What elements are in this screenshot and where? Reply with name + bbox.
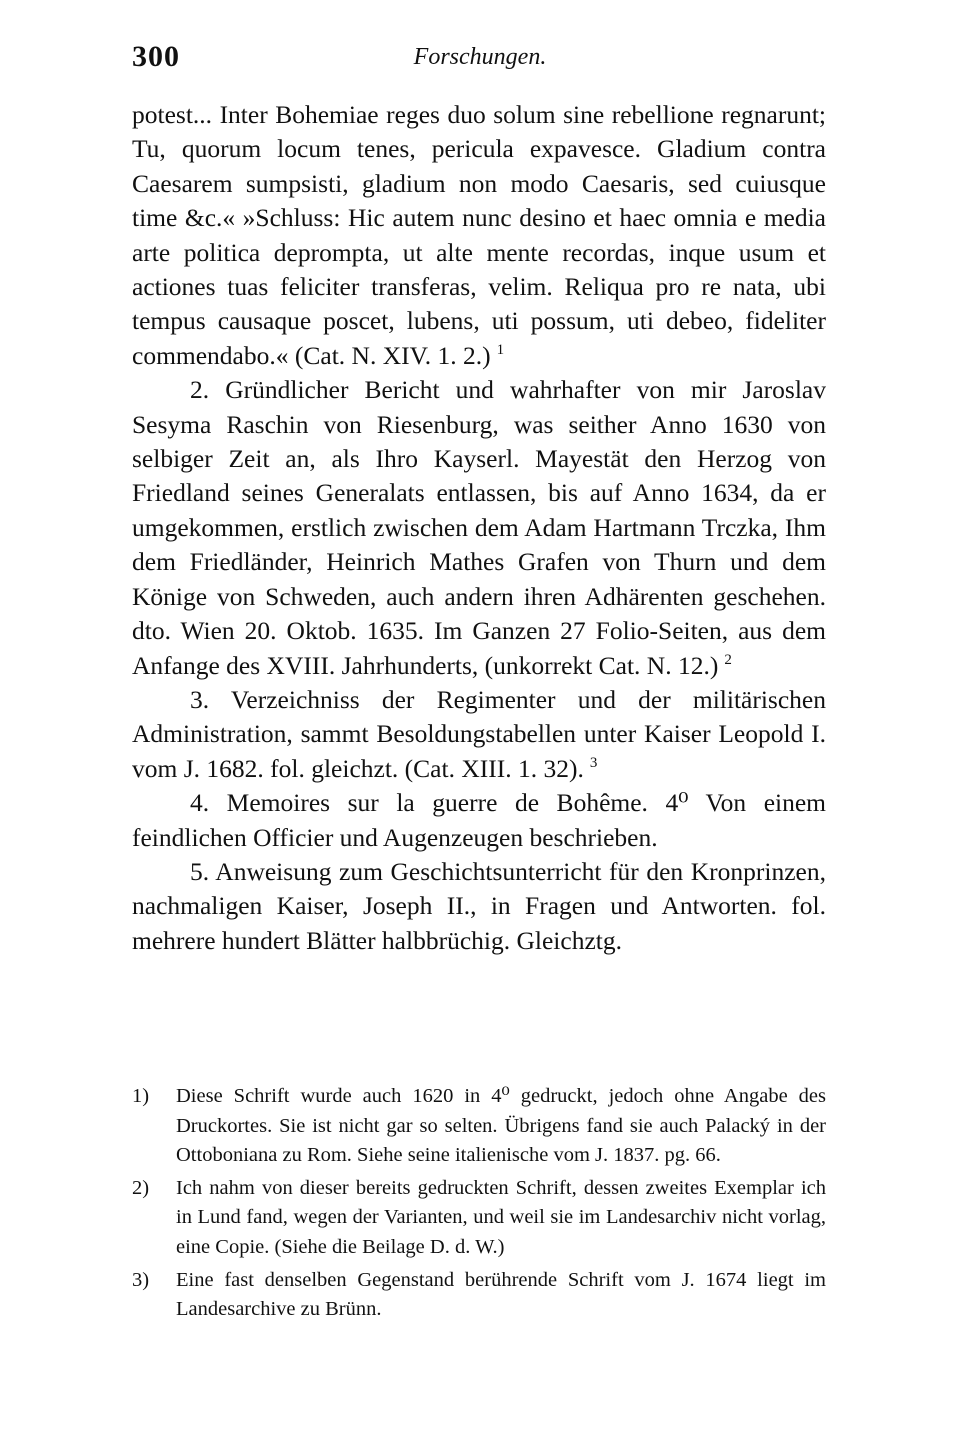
continuation-text: potest... Inter Bohemiae reges duo solum sine rebellione regnarunt; Tu, quorum locum tenes, pericula expavesce. Gladium contra Caesarem sumpsisti, gladium non modo Caesaris, sed cuiusque time &c.« »Schluss: Hic autem nunc desino et haec omnia e media arte politica deprompta, ut alte mente recordas, inque usum et actiones tuas feliciter transferas, velim. Reliqua pro re nata, ubi tempus causaque poscet, lubens, uti possum, uti debeo, fideliter commendabo.« (Cat. N. XIV. 1. 2.)	[132, 100, 826, 370]
list-item-5	[132, 855, 826, 958]
footnote-mark: 2)	[132, 1176, 150, 1199]
continuation-paragraph	[132, 98, 826, 373]
list-item-4	[132, 786, 826, 855]
footnote-mark: 3)	[132, 1268, 150, 1291]
footnote-ref-3: 3	[589, 755, 598, 772]
list-item-text: 3. Verzeichniss der Regimenter und der militärischen Administration, sammt Besoldungstabellen unter Kaiser Leopold I. vom J. 1682. fol. gleichzt. (Cat. XIII. 1. 32).	[132, 684, 826, 783]
running-title: Forschungen.	[413, 44, 547, 70]
footnotes	[132, 1082, 826, 1328]
footnote	[132, 1174, 826, 1263]
footnote-ref-2: 2	[724, 652, 732, 668]
footnote	[132, 1082, 826, 1171]
list-item-3	[132, 683, 826, 786]
footnote-text: Ich nahm von dieser bereits gedruckten Schrift, dessen zweites Exemplar ich in Lund fand, wegen der Varianten, und weil sie im Landesarchiv nicht vorlag, eine Copie. (Siehe die Beilage D. d. W.)	[176, 1176, 826, 1258]
main-text	[132, 98, 826, 958]
list-item-text: 4. Memoires sur la guerre de Bohême. 4⁰ Von einem feindlichen Officier und Augenzeugen beschrieben.	[132, 788, 826, 852]
footnote-mark: 1)	[132, 1085, 150, 1107]
list-item-2	[132, 373, 826, 683]
footnote	[132, 1266, 826, 1325]
footnote-text: Eine fast denselben Gegenstand berührende Schrift vom J. 1674 liegt im Landesarchive zu Brünn.	[176, 1268, 826, 1321]
list-item-text: 2. Gründlicher Bericht und wahrhafter von mir Jaroslav Sesyma Raschin von Riesenburg, was seither Anno 1630 von selbiger Zeit an, als Ihro Kayserl. Mayestät den Herzog von Friedland seines Generalats entlassen, bis auf Anno 1634, da er umgekommen, erstlich zwischen dem Adam Hartmann Trczka, Ihm dem Friedländer, Heinrich Mathes Grafen von Thurn und dem Könige von Schweden, auch andern ihren Adhärenten geschehen. dto. Wien 20. Oktob. 1635. Im Ganzen 27 Folio-Seiten, aus dem Anfange des XVIII. Jahrhunderts, (unkorrekt Cat. N. 12.)	[132, 375, 826, 680]
footnote-text: Diese Schrift wurde auch 1620 in 4⁰ gedruckt, jedoch ohne Angabe des Druckortes. Sie ist nicht gar so selten. Übrigens fand sie auch Palacký in der Ottoboniana zu Rom. Siehe seine italienische vom J. 1837. pg. 66.	[176, 1085, 826, 1167]
page-header	[132, 40, 828, 84]
page-number: 300	[132, 40, 180, 73]
list-item-text: 5. Anweisung zum Geschichtsunterricht für den Kronprinzen, nachmaligen Kaiser, Joseph II., in Fragen und Antworten. fol. mehrere hundert Blätter halbbrüchig. Gleichztg.	[132, 856, 826, 955]
footnote-ref-1: 1	[496, 342, 505, 359]
